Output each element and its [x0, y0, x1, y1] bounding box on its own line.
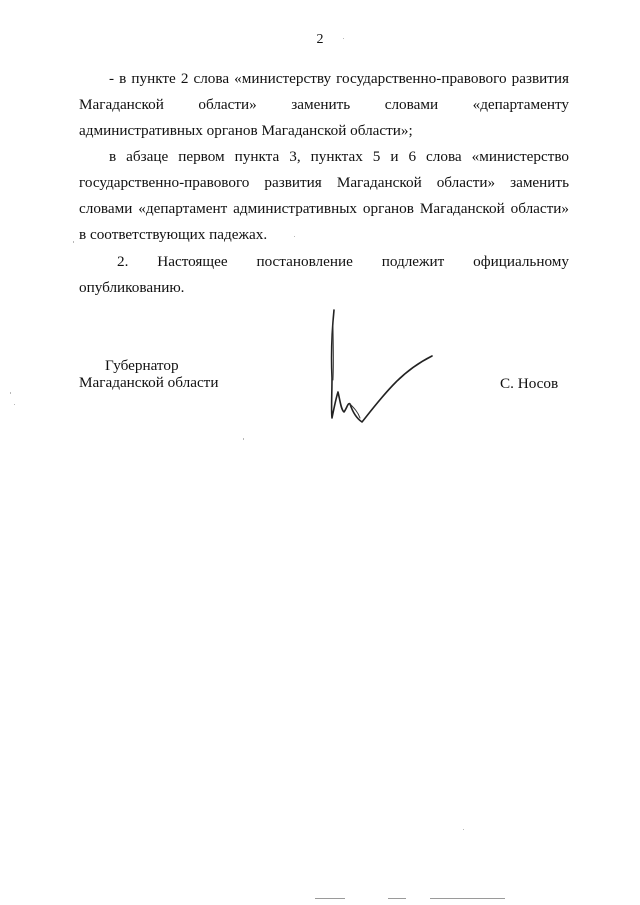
- paragraph-publication-line-2: опубликованию.: [79, 279, 185, 296]
- paragraph-amendment-2: в абзаце первом пункта 3, пунктах 5 и 6 слова «министерство государственно-правового развития Магаданской области» заменить словами «департамент административных органов Магаданской области» в соответствующих падежах.: [79, 148, 569, 243]
- scan-speck: [14, 404, 15, 405]
- paragraph-publication-line-1: 2. Настоящее постановление подлежит официальному: [117, 253, 569, 270]
- scan-speck: [294, 236, 295, 237]
- scan-speck: [10, 392, 11, 394]
- signatory-title: [79, 357, 218, 391]
- paragraph-publication: [79, 249, 569, 301]
- signatory-position: Губернатор: [105, 357, 179, 374]
- scan-edge-line: [388, 898, 406, 899]
- scan-speck: [463, 829, 464, 830]
- paragraph-amendment-1: - в пункте 2 слова «министерству государственно-правового развития Магаданской области» заменить словами «департаменту административных органов Магаданской области»;: [79, 70, 569, 139]
- scan-speck: [243, 438, 244, 440]
- scan-speck: [343, 38, 344, 39]
- scan-speck: [73, 241, 74, 243]
- page-number: 2: [316, 32, 324, 47]
- scan-edge-line: [430, 898, 505, 899]
- signatory-region: Магаданской области: [79, 374, 219, 391]
- signatory-name: С. Носов: [500, 375, 559, 392]
- handwritten-signature: [310, 300, 450, 440]
- scan-edge-line: [315, 898, 345, 899]
